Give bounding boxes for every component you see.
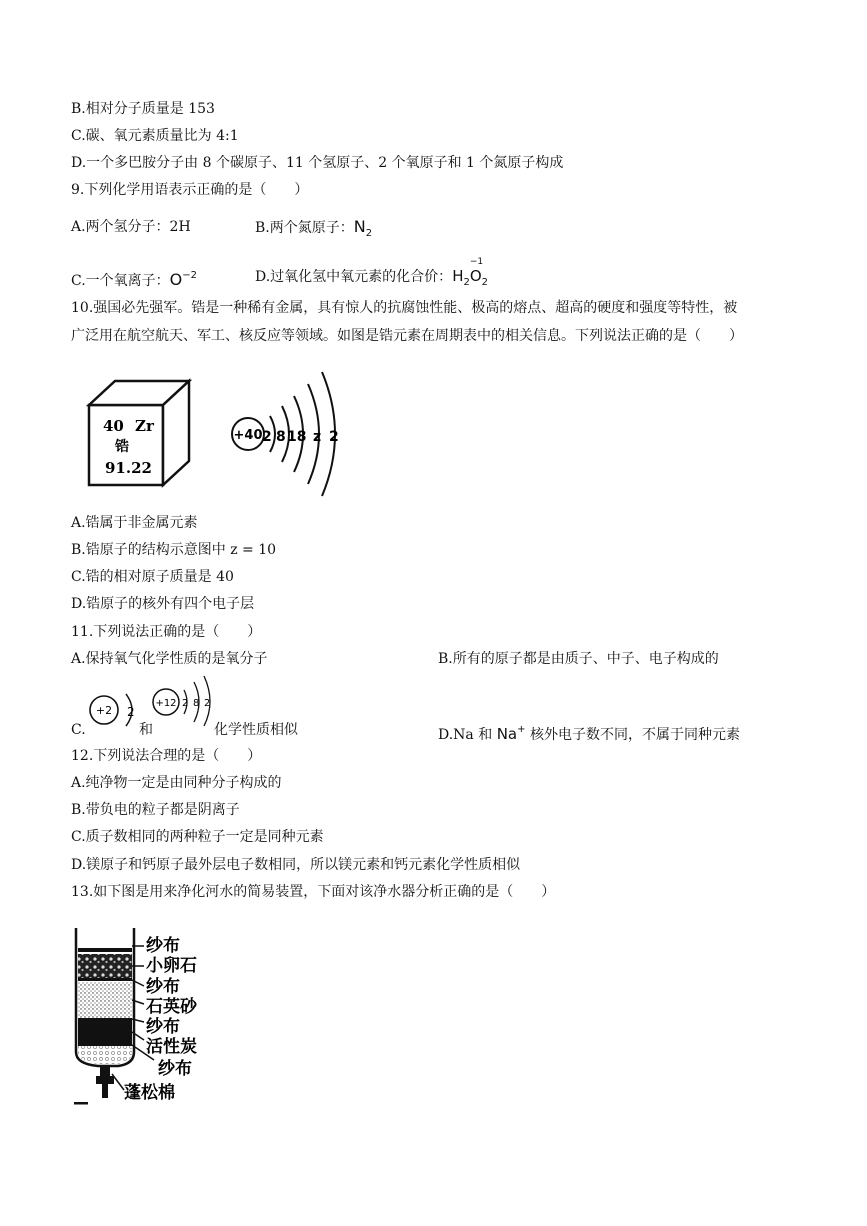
element-number: 40: [103, 417, 124, 435]
q11-option-c-label: C.: [71, 722, 86, 738]
q11-option-b: B.所有的原子都是由质子、中子、电子构成的: [438, 651, 719, 667]
q8-option-c: C.碳、氧元素质量比为 4:1: [71, 128, 239, 144]
helium-nucleus: +2: [95, 704, 113, 717]
magnesium-shell-1: 2: [182, 698, 189, 709]
label-activated-carbon: 活性炭: [146, 1037, 197, 1057]
q11-stem: 11.下列说法正确的是（ ）: [71, 624, 262, 640]
shell-2-count: 8: [276, 429, 286, 445]
magnesium-shell-2: 8: [193, 698, 200, 709]
shell-4-count: z: [313, 429, 322, 445]
gauze-layer-2: [78, 978, 132, 981]
q9-option-c: [71, 266, 197, 291]
q10-option-b: B.锆原子的结构示意图中 z = 10: [71, 542, 277, 558]
gauze-layer-3: [78, 1018, 132, 1021]
q10-option-d: D.锆原子的核外有四个电子层: [71, 596, 255, 612]
q9-option-d-valence: −1: [469, 257, 484, 267]
q9-option-d-hsub: 2: [463, 277, 470, 288]
label-gauze-3: 纱布: [146, 1017, 180, 1037]
q12-option-a: A.纯净物一定是由同种分子构成的: [71, 775, 282, 791]
q9-option-b-sub: 2: [365, 228, 373, 239]
magnesium-shell-3: 2: [204, 698, 211, 709]
shell-5-count: 2: [329, 429, 339, 445]
helium-atom-diagram: [86, 688, 142, 732]
magnesium-atom-diagram: [148, 674, 218, 726]
shell-3-count: 18: [287, 429, 307, 445]
q11-option-d-suffix: 核外电子数不同，不属于同种元素: [525, 727, 740, 743]
q13-stem: 13.如下图是用来净化河水的简易装置，下面对该净水器分析正确的是（ ）: [71, 884, 556, 900]
zirconium-atom-structure-diagram: [224, 364, 356, 504]
cotton-layer: [78, 1046, 132, 1064]
q10-option-a: A.锆属于非金属元素: [71, 515, 198, 531]
shell-1-count: 2: [262, 429, 272, 445]
element-name: 锆: [115, 439, 129, 455]
q9-option-c-sup: −2: [182, 270, 198, 281]
label-cotton: 蓬松棉: [124, 1083, 175, 1103]
q11-option-c-suffix: 化学性质相似: [214, 722, 298, 738]
label-pebbles: 小卵石: [146, 956, 197, 976]
q9-option-d-osub: 2: [481, 277, 489, 288]
q12-stem: 12.下列说法合理的是（ ）: [71, 748, 262, 764]
q9-option-b-formula: N: [353, 217, 366, 236]
q11-option-d-ion: Na: [496, 725, 518, 743]
quartz-sand-layer: [78, 982, 132, 1018]
q9-option-d-o: O: [469, 267, 482, 285]
water-purifier-diagram: [68, 924, 218, 1114]
q11-option-d-prefix: D.Na 和: [438, 727, 497, 743]
q12-option-b: B.带负电的粒子都是阴离子: [71, 802, 240, 818]
activated-carbon-layer: [78, 1021, 132, 1043]
pebble-layer: [78, 954, 132, 978]
gauze-layer-4: [78, 1043, 132, 1046]
label-gauze-1: 纱布: [146, 936, 180, 956]
q8-option-b: B.相对分子质量是 153: [71, 101, 215, 117]
q11-option-c-and: 和: [139, 722, 153, 738]
element-symbol: Zr: [135, 417, 154, 435]
q9-option-a: A.两个氢分子：2H: [71, 219, 191, 235]
q9-option-c-text: C.一个氧离子：: [71, 273, 170, 289]
q9-option-b: [255, 217, 372, 244]
q9-stem: 9.下列化学用语表示正确的是（ ）: [71, 182, 309, 198]
label-gauze-4: 纱布: [158, 1059, 192, 1079]
q9-option-d: [255, 257, 489, 293]
zirconium-element-box: [85, 375, 195, 495]
element-mass: 91.22: [105, 459, 152, 477]
q9-option-d-text: D.过氧化氢中氧元素的化合价：: [255, 269, 453, 285]
q9-option-d-h: H: [452, 267, 464, 285]
helium-shell-1: 2: [127, 705, 135, 719]
q12-option-c: C.质子数相同的两种粒子一定是同种元素: [71, 829, 324, 845]
q9-option-b-text: B.两个氮原子：: [255, 220, 354, 236]
q10-stem-line1: 10.强国必先强军。锆是一种稀有金属，具有惊人的抗腐蚀性能、极高的熔点、超高的硬度和强度等特性，被: [71, 300, 738, 316]
q10-option-c: C.锆的相对原子质量是 40: [71, 569, 234, 585]
magnesium-nucleus: +12: [155, 698, 177, 709]
label-quartz-sand: 石英砂: [146, 997, 197, 1017]
q11-option-d: [438, 720, 740, 745]
gauze-layer-1: [78, 948, 132, 952]
q8-option-d: D.一个多巴胺分子由 8 个碳原子、11 个氢原子、2 个氧原子和 1 个氮原子构成: [71, 155, 564, 171]
q12-option-d: D.镁原子和钙原子最外层电子数相同，所以镁元素和钙元素化学性质相似: [71, 857, 521, 873]
label-gauze-2: 纱布: [146, 977, 180, 997]
q9-option-c-formula: O: [169, 270, 183, 289]
atom-nucleus: +40: [233, 428, 263, 443]
q9-option-d-o-wrap: [469, 257, 484, 287]
q11-option-a: A.保持氧气化学性质的是氧分子: [71, 651, 268, 667]
q10-stem-line2: 广泛用在航空航天、军工、核反应等领域。如图是锆元素在周期表中的相关信息。下列说法正确的是（ ）: [71, 328, 743, 344]
q11-option-d-ion-sup: +: [517, 724, 526, 735]
